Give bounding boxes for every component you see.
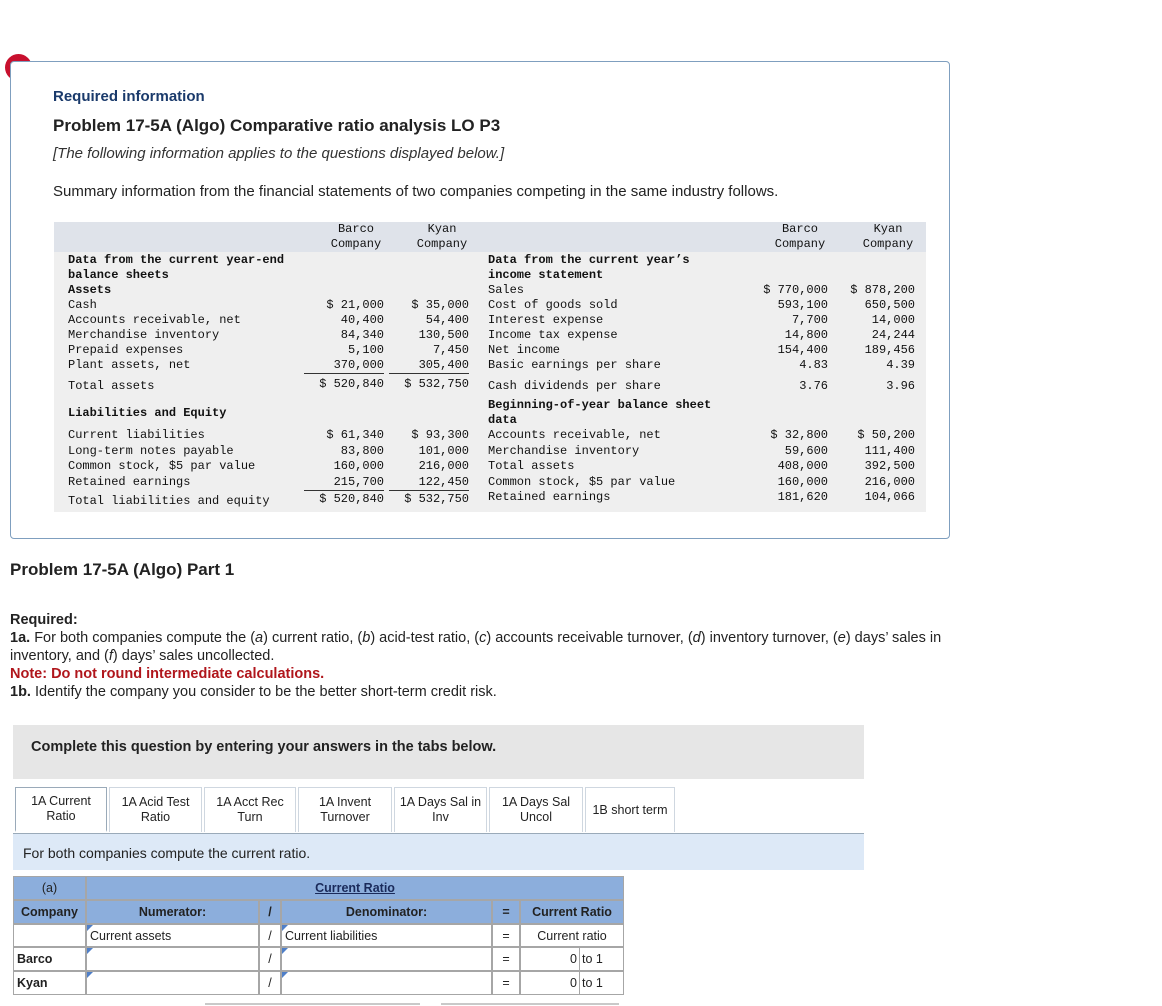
boy-label: Retained earnings [488,490,611,504]
slash: / [259,947,281,971]
total-assets-barco: $ 520,840 [319,377,384,391]
tab-label [319,795,371,825]
formula-company-cell [13,924,86,947]
total-liab-barco: $ 520,840 [319,492,384,506]
current-ratio-grid [13,876,624,996]
tab-5[interactable] [394,787,487,832]
tab-label-line1: 1A Days Sal [501,795,571,809]
liability-kyan: $ 93,300 [411,428,469,442]
tab-4[interactable] [298,787,392,832]
tab-label [31,794,91,824]
required-information-panel [10,61,950,539]
grid-title: Current Ratio [86,876,624,900]
tab-2[interactable] [109,787,202,832]
income-barco: 7,700 [791,313,828,327]
tab-instruction: For both companies compute the current ratio. [13,834,864,870]
liability-barco: 215,700 [304,475,384,491]
company-name: Barco [13,947,86,971]
dropdown-marker-icon [87,948,93,954]
income-barco: 4.83 [799,358,828,372]
tab-label [122,795,190,825]
balance-section-title: Data from the current year-end balance sheets [68,253,285,282]
liability-kyan: 216,000 [418,459,469,473]
problem-title: Problem 17-5A (Algo) Comparative ratio analysis LO P3 [53,116,501,135]
boy-barco: 181,620 [777,490,828,504]
asset-barco: 370,000 [304,358,384,374]
required-info-heading: Required information [53,88,205,105]
dropdown-marker-icon [282,948,288,954]
boy-kyan: 111,400 [864,443,915,458]
tab-6[interactable] [489,787,583,832]
formula-denominator: Current liabilities [281,924,492,947]
tab-7[interactable] [585,787,675,832]
income-section-title: Data from the current year’s income statement [488,253,690,282]
grid-a-label: (a) [13,876,86,900]
boy-kyan: 392,500 [864,459,915,473]
liability-barco: $ 61,340 [326,428,384,442]
assets-label: Assets [68,283,112,297]
balance-col-kyan: Kyan Company [416,222,468,251]
tab-label-line1: 1A Acid Test [121,795,190,809]
liability-kyan: 122,450 [389,475,469,491]
bottom-divider-right [441,1003,619,1005]
required-note: Note: Do not round intermediate calculations. [10,666,325,682]
equals: = [492,971,520,995]
total-assets-label: Total assets [68,379,155,393]
asset-barco: $ 21,000 [326,298,384,312]
grid-result-header: Current Ratio [520,900,624,924]
dropdown-marker-icon [87,972,93,978]
grid-denominator-header: Denominator: [281,900,492,924]
asset-kyan: $ 35,000 [411,298,469,312]
following-note: [The following information applies to the questions displayed below.] [53,145,505,162]
liability-barco: 83,800 [340,443,384,458]
grid-slash-header: / [259,900,281,924]
company-name: Kyan [13,971,86,995]
grid-numerator-header: Numerator: [86,900,259,924]
income-kyan: 650,500 [864,298,915,312]
boy-barco: 408,000 [777,459,828,473]
tab-label-line2: Turnover [320,810,370,824]
tab-label-line2: Turn [237,810,263,824]
boy-kyan: $ 50,200 [857,428,915,442]
boy-kyan: 104,066 [864,490,915,504]
denominator-input[interactable] [281,971,492,995]
dropdown-marker-icon [87,925,93,931]
required-label: Required: [10,612,78,628]
asset-barco: 5,100 [347,343,384,357]
bottom-divider-left [205,1003,420,1005]
asset-label: Prepaid expenses [68,343,184,357]
total-liab-kyan: $ 532,750 [404,492,469,506]
asset-kyan: 305,400 [389,358,469,374]
asset-barco: 84,340 [340,328,384,342]
ratio-result [520,947,624,971]
formula-eq: = [492,924,520,947]
complete-question-bar: Complete this question by entering your answers in the tabs below. [13,725,864,779]
income-label: Cash dividends per share [488,379,661,393]
numerator-input[interactable] [86,971,259,995]
tab-label-line2: Ratio [140,810,171,824]
asset-barco: 40,400 [340,313,384,327]
part-title: Problem 17-5A (Algo) Part 1 [10,560,235,579]
required-1a: 1a. For both companies compute the (a) current ratio, (b) acid-test ratio, (c) accounts receivable turnover, (d) inventory turnover, (e) days’ sales in inventory, and (f) days’ sales uncollected. [10,630,942,664]
balance-col-barco: Barco Company [330,222,382,251]
total-liab-label: Total liabilities and equity [68,494,270,508]
liabilities-label: Liabilities and Equity [68,406,227,420]
equals: = [492,947,520,971]
required-instructions [10,611,955,701]
income-kyan: 24,244 [871,328,915,342]
asset-label: Accounts receivable, net [68,313,241,327]
grid-company-header: Company [13,900,86,924]
ratio-suffix: to 1 [579,948,603,970]
liability-label: Current liabilities [68,428,205,442]
denominator-input[interactable] [281,947,492,971]
boy-label: Common stock, $5 par value [488,474,676,489]
income-label: Sales [488,283,525,297]
income-kyan: 4.39 [886,358,915,372]
total-assets-kyan: $ 532,750 [404,377,469,391]
tab-label-line2: Uncol [520,810,552,824]
liability-kyan: 101,000 [418,443,469,458]
liability-label: Common stock, $5 par value [68,459,256,473]
formula-numerator: Current assets [86,924,259,947]
asset-kyan: 7,450 [432,343,469,357]
summary-text: Summary information from the financial statements of two companies competing in the same industry follows. [53,183,779,200]
asset-kyan: 130,500 [418,328,469,342]
tab-label [502,795,570,825]
boy-kyan: 216,000 [864,474,915,489]
income-barco: 3.76 [799,379,828,393]
tab-label-line2: Ratio [46,809,76,823]
financial-data-table [54,222,926,512]
income-barco: 14,800 [784,328,828,342]
tab-label [216,795,283,825]
boy-label: Merchandise inventory [488,443,640,458]
liability-label: Retained earnings [68,474,191,489]
boy-label: Total assets [488,459,575,473]
tab-label-line1: 1B short term [592,802,668,817]
tab-label [592,803,667,818]
boy-barco: $ 32,800 [770,428,828,442]
income-kyan: 14,000 [871,313,915,327]
asset-label: Merchandise inventory [68,328,220,342]
formula-slash: / [259,924,281,947]
boy-barco: 160,000 [777,474,828,489]
income-col-kyan: Kyan Company [862,222,914,251]
income-barco: 593,100 [777,298,828,312]
tab-label-line1: 1A Acct Rec [216,795,284,809]
required-1b: 1b. Identify the company you consider to be the better short-term credit risk. [10,684,497,700]
ratio-suffix: to 1 [579,972,603,994]
income-barco: 154,400 [777,343,828,357]
boy-label: Accounts receivable, net [488,428,661,442]
income-col-barco: Barco Company [774,222,826,251]
asset-label: Plant assets, net [68,358,191,372]
asset-kyan: 54,400 [425,313,469,327]
income-label: Income tax expense [488,328,618,342]
tab-label-line1: 1A Invent [318,795,372,809]
income-label: Basic earnings per share [488,358,661,372]
tab-label [400,795,481,825]
liability-label: Long-term notes payable [68,443,234,458]
boy-section-title: Beginning-of-year balance sheet data [488,398,712,427]
income-label: Cost of goods sold [488,298,618,312]
asset-label: Cash [68,298,97,312]
tab-1[interactable] [15,787,107,832]
ratio-value: 0 [570,976,577,990]
question-tabs [15,787,677,834]
tab-label-line2: Inv [432,810,449,824]
formula-result: Current ratio [520,924,624,947]
boy-barco: 59,600 [784,443,828,458]
tab-label-line1: 1A Current [31,794,91,808]
grid-eq-header: = [492,900,520,924]
income-kyan: 189,456 [864,343,915,357]
income-kyan: 3.96 [886,379,915,393]
dropdown-marker-icon [282,925,288,931]
ratio-result [520,971,624,995]
income-barco: $ 770,000 [763,283,828,297]
liability-barco: 160,000 [333,459,384,473]
ratio-value: 0 [570,952,577,966]
income-label: Interest expense [488,313,604,327]
dropdown-marker-icon [282,972,288,978]
slash: / [259,971,281,995]
income-label: Net income [488,343,561,357]
tab-label-line1: 1A Days Sal in [399,795,482,809]
income-kyan: $ 878,200 [850,283,915,297]
tab-3[interactable] [204,787,296,832]
numerator-input[interactable] [86,947,259,971]
